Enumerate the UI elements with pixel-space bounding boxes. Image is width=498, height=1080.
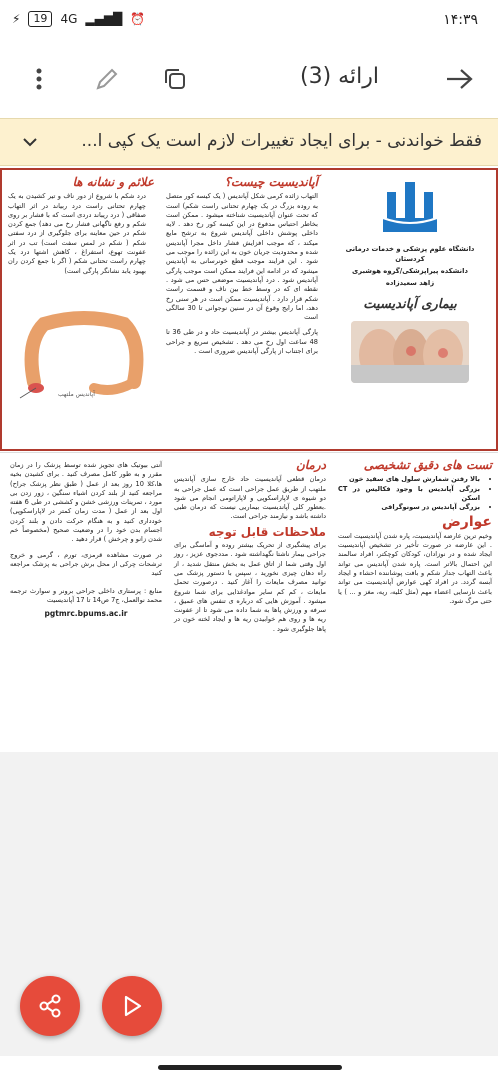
slide1-what-column: [160, 170, 324, 449]
play-icon: [119, 993, 145, 1019]
status-bar: [0, 0, 498, 40]
what-paragraph-2: پارگی آپاندیس بیشتر در آپاندیسیت حاد و در طی 36 تا 48 ساعت اول رخ می دهد . تشخیص سریع و جراحی برای اجتناب از پارگی آپاندیس ضروری است .: [166, 328, 318, 356]
test-item: • بزرگی آپاندیس با وجود فکالیس در CT اسکن: [338, 485, 480, 504]
treatment-heading: درمان: [295, 458, 326, 472]
diagram-label: آپاندیس ملتهب: [58, 390, 95, 398]
share-icon: [37, 993, 63, 1019]
university-logo: [375, 178, 445, 238]
home-indicator[interactable]: [158, 1065, 342, 1070]
department-name: دانشکده پیراپزشکی/گروه هوشبری: [352, 267, 468, 275]
slide-2[interactable]: [0, 452, 498, 752]
status-time: ۱۴:۳۹: [443, 12, 478, 28]
test-item: • بالا رفتن شمارش سلول های سفید خون: [338, 475, 480, 484]
charging-icon: ⚡: [12, 12, 21, 26]
institution-name: دانشگاه علوم پزشکی و خدمات درمانی کردستان: [345, 245, 475, 263]
source-text: منابع : پرستاری داخلی جراحی برونر و سوارث ترجمه محمد نوالعمل، ج7 ص14 تا 17 آپاندیسیت: [10, 586, 162, 604]
author-name: زاهد سعیدزاده: [385, 279, 435, 287]
alarm-icon: ⏰: [130, 12, 146, 26]
more-vert-icon[interactable]: [24, 64, 54, 94]
gesture-nav-bar: [0, 1056, 498, 1080]
treatment-text: درمان قطعی آپاندیسیت حاد خارج سازی آپاندیس ملتهب از طریق عمل جراحی است که عمل جراحی به دو شیوه ی لاپاراسکوپی و لاپاراتومی انجام می شود .بعطور کلی آپاندیسیت بیماریی نیست که درمان طبی داشته باشد و نیازمند جراحی است.: [174, 475, 326, 521]
play-button[interactable]: [102, 976, 162, 1036]
what-heading: آپاندیسیت چیست؟: [224, 175, 318, 189]
abdominal-pain-photo: [351, 321, 469, 383]
status-left: [12, 11, 145, 27]
leaflet-title: بیماری آپاندیسیت: [363, 297, 457, 312]
pencil-icon[interactable]: [92, 64, 122, 94]
arrow-right-icon[interactable]: [444, 64, 474, 94]
read-only-banner[interactable]: [0, 118, 498, 166]
what-paragraph-1: التهاب زائده کرمی شکل آپاندیس ( یک کیسه کور متصل به روده بزرگ در یک چهارم تحتانی راست شکم) است که تحت عنوان آپاندیسیت شناخته میشود . ممکن است بخاطر احتباس مدفوع در این کیسه کور رخ دهد . لایه داخلی پوشش داخلی آپاندیس شروع به ترشح مایع میکند ، که موجب افزایش فشار داخل مجرا آپاندیس شده و محدودیت جریان خون به این زائده را موجب می شود . این فرایند موجب قطع خونرسانی به آپاندیس میشود که در ادامه این فرایند ممکن است موجب پارگی آپاندیس شود . درد آپاندیسیت موضعی حس می شود . نقطه ای که در وسط خط بین ناف و قسمت راست شکم قرار دارد . آپاندیسیت ممکن است در هر سنی رخ دهد، اما رایج وقوع آن در سنین نوجوانی تا 30 سالگی است: [166, 192, 318, 322]
slide1-cover-column: [324, 170, 496, 449]
slide2-treatment-column: [168, 453, 332, 752]
chevron-down-icon[interactable]: [22, 129, 38, 153]
care-heading: ملاحظات قابل توجه: [208, 524, 326, 539]
care-text: برای پیشگیری از تحریک بیشتر روده و آماسگی برای جراحی بیمار ناشتا نگهداشته شود . مددجوی عزیز ، روز اول وقتی شما از اتاق عمل به بخش منتقل شدید ، از راه دهان چیزی نخورید ، سپس با دستور پزشک می توانید مصرف مایعات را آغاز کنید . درصورت تحمل مایعات ، کم کم سایر موادغذایی برای شما شروع میشود . آموزش هایی که درباره ی تنفس های عمیق ، سرفه و ورزش پاها به شما داده می شود تا از عفونت ریه ها و روی هم خوابیدن ریه ها و ایجاد لخته خون در پاها جلوگیری شود .: [174, 541, 326, 633]
signal-icon: ▂▄▆█: [85, 12, 123, 26]
test-item: • بزرگی آپاندیس در سونوگرافی: [338, 503, 480, 512]
slide1-signs-column: [2, 170, 160, 449]
website-text: pgtmrc.bpums.ac.ir: [44, 609, 128, 619]
slide2-aftercare-column: [4, 453, 168, 752]
tests-heading: تست های دقیق تشخیصی: [363, 458, 492, 472]
complications-text: وخیم ترین عارضه آپاندیسیت، پاره شدن آپاندیسیت است . این عارضه در صورت تأخیر در تشخیص آپاندیسیت ایجاد شده و در نوزادان، کودکان کوچکتر، افراد سالمند این احتمال بالاتر است. پاره شدن آپاندیس می تواند باعث التهاب جدار شکم و بافت پوشاننده احشاء و ایجاد آبسه گردد. در افراد کهی عوارض آپاندیسیت می تواند باعث نارسایی اعضاء مهم (مثل کلیه، ریه، مغز و ... ) یا حتی مرگ شود.: [338, 531, 492, 605]
antibiotic-text: آنتی بیوتیک های تجویز شده توسط پزشک را در زمان مقرر و به طور کامل مصرف کنید . برای کشیدن بخیه ها،کلا 10 روز بعد از عمل ( طبق نظر پزشک جراح) مراجعه کنید از بلند کردن اشیاء سنگین ، زور زدن بی مورد ، تمرینات ورزشی خشن و کششی در طی 6 هفته اول بعد از عمل ( مدت زمان کمتر در لاپاراسکوپی) خودداری کنید و به هنگام حرکت دادن و بلند کردن اجسام بدن خود را در وضعیت صحیح (مخصوصاً خم شدن زانو و چرخش ) قرار دهید .: [10, 461, 162, 544]
network-type: 4G: [60, 12, 78, 26]
complications-heading: عوارض: [441, 514, 492, 531]
copy-icon[interactable]: [160, 64, 190, 94]
warning-text: در صورت مشاهده قرمزی، تورم ، گرمی و خروج ترشحات چرکی از محل برش جراحی به پزشک مراجعه کنید: [10, 550, 162, 578]
signs-text: درد شکم با شروع از دور ناف و تیر کشیدن به یک چهارم تحتانی راست درد ربیاند در اثر التهاب صفاقی ( درد ریباند دردی است که با فشار بر روی شکم و رفع ناگهانی فشار رخ می دهد) جمع کردن شکم در حین معاینه برای جلوگیری از درد سفتی شکم ( شکم در لمس سفت است) تب در اثر عفونت تهوع، استفراغ ، کاهش اشتها درد یک چهارم راست تحتانی شکم ( اگر با جمع کردن ران بهبود یابد نشانگر پارگی است): [8, 192, 146, 275]
tests-list: [338, 475, 480, 512]
colon-diagram: [14, 302, 154, 402]
read-only-text: فقط خواندنی - برای ایجاد تغییرات لازم است یک کپی ا...: [81, 131, 482, 151]
slide2-tests-column: [332, 453, 498, 752]
document-title: ارائه (3): [300, 64, 379, 89]
signs-heading: علائم و نشانه ها: [72, 175, 154, 189]
battery-indicator: 19: [28, 11, 52, 27]
app-toolbar: [0, 40, 498, 118]
slide-1[interactable]: [0, 168, 498, 451]
share-button[interactable]: [20, 976, 80, 1036]
